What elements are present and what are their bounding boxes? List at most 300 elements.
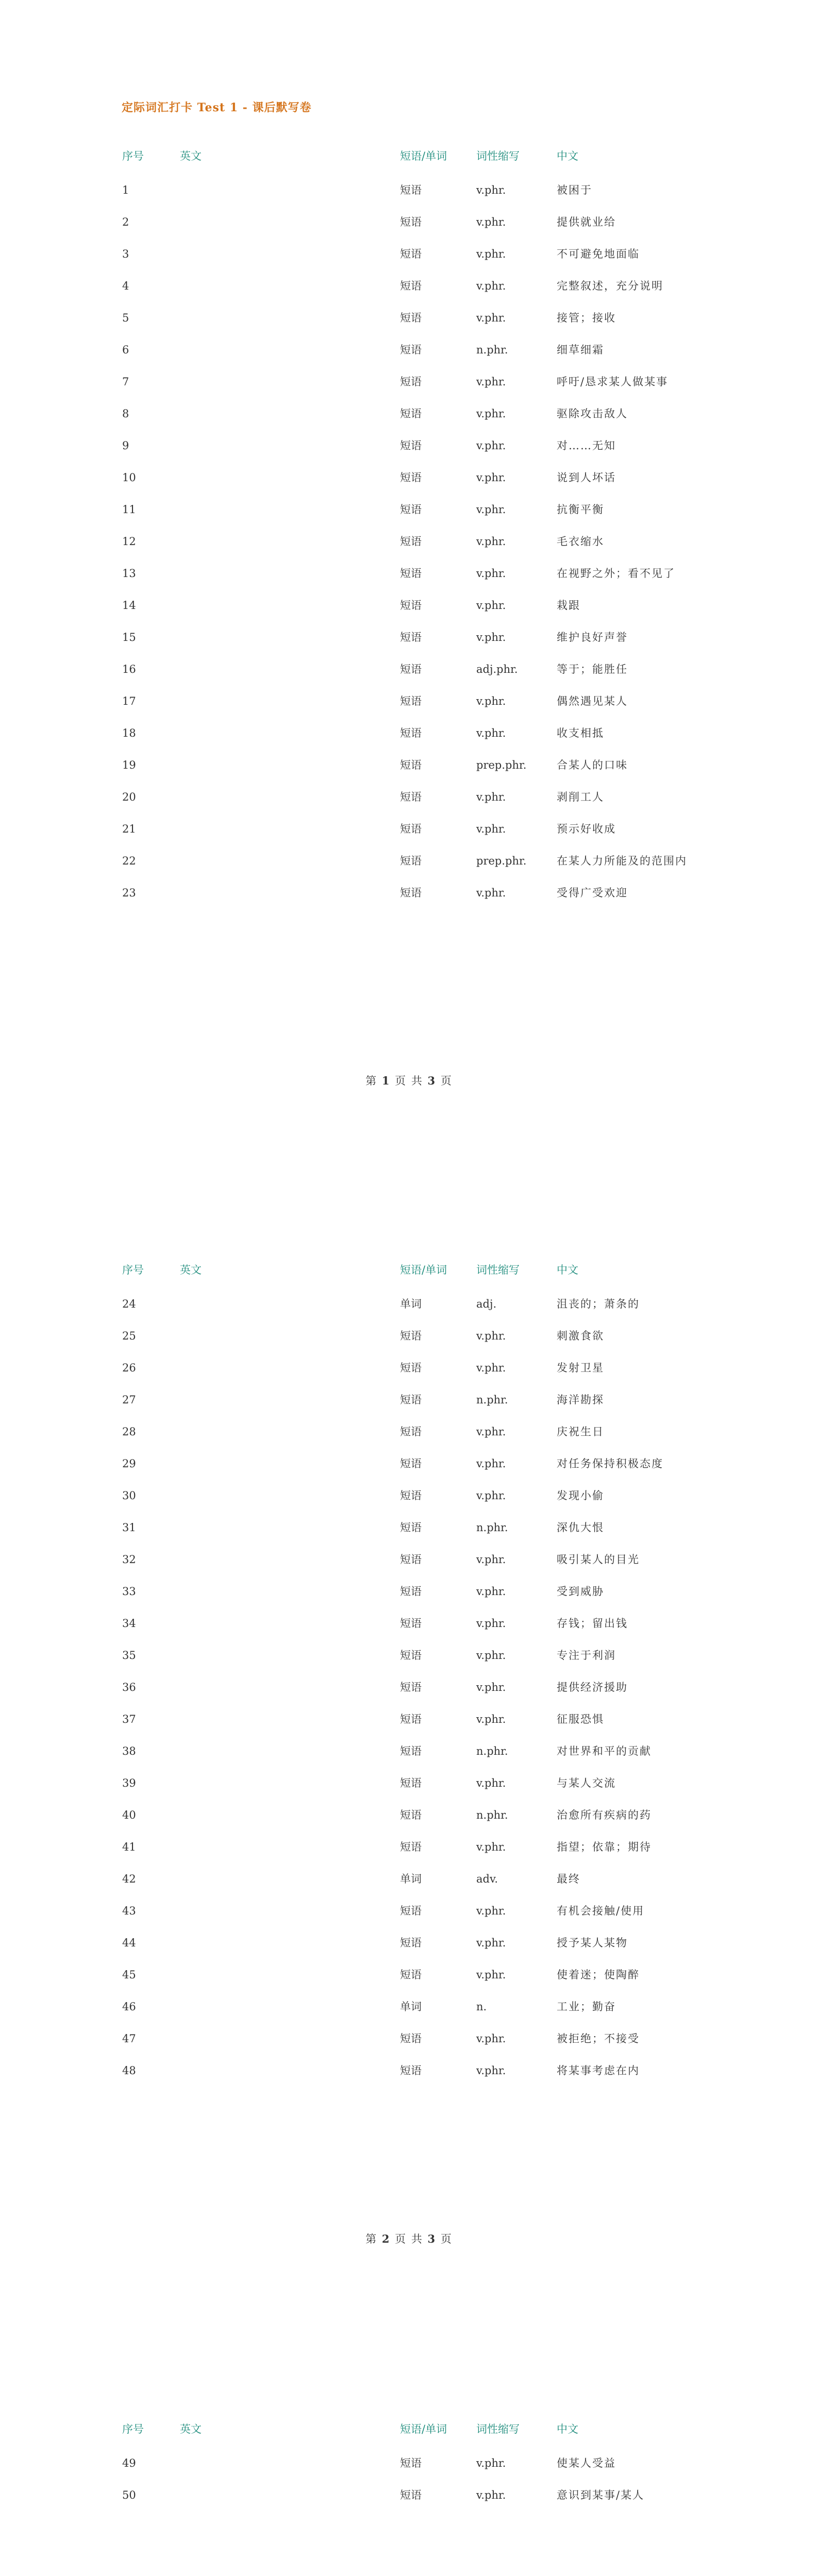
row-index: 35: [122, 1649, 136, 1662]
table-row: [118, 1799, 700, 1831]
row-index: 33: [122, 1585, 136, 1598]
row-english: [176, 1703, 396, 1735]
row-index: 46: [122, 2001, 136, 2013]
table-row: [118, 1448, 700, 1480]
row-index: 11: [122, 503, 136, 516]
table-row: [118, 717, 700, 749]
row-type: 短语: [400, 1681, 422, 1693]
row-pos: v.phr.: [476, 1330, 506, 1342]
table-row: [118, 430, 700, 462]
row-type: 短语: [400, 1617, 422, 1630]
row-type: 短语: [400, 2064, 422, 2077]
row-chinese: 海洋勘探: [557, 1394, 604, 1406]
row-pos: n.phr.: [476, 1745, 508, 1757]
table-row: [118, 1703, 700, 1735]
table-row: [118, 238, 700, 270]
row-pos: v.phr.: [476, 1713, 506, 1725]
row-index: 6: [122, 344, 129, 356]
row-pos: v.phr.: [476, 1362, 506, 1374]
row-english: [176, 526, 396, 557]
row-pos: v.phr.: [476, 408, 506, 420]
row-english: [176, 430, 396, 462]
header-index: 序号: [122, 1264, 144, 1276]
table-row: [118, 1831, 700, 1863]
page-1: [0, 0, 818, 1156]
row-type: 短语: [400, 1841, 422, 1853]
row-index: 50: [122, 2489, 136, 2501]
table-row: [118, 1320, 700, 1352]
vocab-table: [118, 2411, 700, 2511]
table-row: [118, 494, 700, 526]
header-type: 短语/单词: [400, 1264, 447, 1276]
row-index: 3: [122, 248, 129, 260]
header-index: 序号: [122, 150, 144, 162]
row-pos: v.phr.: [476, 791, 506, 803]
row-pos: v.phr.: [476, 2457, 506, 2469]
row-english: [176, 398, 396, 430]
row-english: [176, 1639, 396, 1671]
row-index: 7: [122, 376, 129, 388]
row-type: 短语: [400, 184, 422, 196]
table-row: [118, 2055, 700, 2087]
row-index: 39: [122, 1777, 136, 1789]
table-row: [118, 557, 700, 589]
row-pos: n.phr.: [476, 1394, 508, 1406]
row-type: 短语: [400, 727, 422, 739]
row-pos: v.phr.: [476, 1777, 506, 1789]
footer-suffix: 页: [440, 2233, 453, 2245]
row-chinese: 在视野之外；看不见了: [557, 567, 675, 580]
row-english: [176, 462, 396, 494]
row-type: 短语: [400, 1458, 422, 1470]
row-pos: v.phr.: [476, 1617, 506, 1630]
row-english: [176, 174, 396, 206]
row-index: 8: [122, 408, 129, 420]
row-pos: v.phr.: [476, 599, 506, 612]
row-pos: prep.phr.: [476, 759, 527, 771]
table-row: [118, 2479, 700, 2511]
row-english: [176, 2447, 396, 2479]
table-row: [118, 685, 700, 717]
table-row: [118, 2447, 700, 2479]
table-row: [118, 1639, 700, 1671]
row-english: [176, 1384, 396, 1416]
vocab-table: [118, 1252, 700, 2087]
row-type: 短语: [400, 567, 422, 580]
row-english: [176, 238, 396, 270]
page-footer: [0, 2231, 818, 2246]
table-row: [118, 1607, 700, 1639]
row-english: [176, 1671, 396, 1703]
table-row: [118, 1735, 700, 1767]
row-index: 19: [122, 759, 136, 771]
row-index: 42: [122, 1873, 136, 1885]
row-english: [176, 653, 396, 685]
row-pos: v.phr.: [476, 471, 506, 484]
row-pos: v.phr.: [476, 567, 506, 580]
row-type: 短语: [400, 1521, 422, 1534]
row-index: 26: [122, 1362, 136, 1374]
table-row: [118, 813, 700, 845]
row-index: 48: [122, 2064, 136, 2077]
row-index: 28: [122, 1426, 136, 1438]
row-chinese: 驱除攻击敌人: [557, 408, 628, 420]
row-chinese: 被拒绝；不接受: [557, 2032, 640, 2045]
row-english: [176, 270, 396, 302]
page-footer: [0, 1073, 818, 1088]
row-type: 短语: [400, 631, 422, 643]
table-row: [118, 462, 700, 494]
table-row: [118, 334, 700, 366]
row-english: [176, 1288, 396, 1320]
row-type: 短语: [400, 1553, 422, 1566]
row-english: [176, 1959, 396, 1991]
row-english: [176, 1416, 396, 1448]
row-english: [176, 749, 396, 781]
table-row: [118, 398, 700, 430]
row-chinese: 说到人坏话: [557, 471, 616, 484]
row-index: 43: [122, 1905, 136, 1917]
row-chinese: 提供经济援助: [557, 1681, 628, 1693]
row-type: 短语: [400, 1649, 422, 1662]
row-english: [176, 589, 396, 621]
row-english: [176, 206, 396, 238]
row-index: 16: [122, 663, 136, 675]
row-english: [176, 366, 396, 398]
row-type: 短语: [400, 599, 422, 612]
row-english: [176, 2023, 396, 2055]
row-english: [176, 2479, 396, 2511]
row-index: 49: [122, 2457, 136, 2469]
table-row: [118, 1288, 700, 1320]
row-pos: prep.phr.: [476, 855, 527, 867]
row-index: 25: [122, 1330, 136, 1342]
row-index: 18: [122, 727, 136, 739]
page-3: [0, 2312, 818, 2576]
row-chinese: 维护良好声誉: [557, 631, 628, 643]
row-chinese: 授予某人某物: [557, 1937, 628, 1949]
table-row: [118, 589, 700, 621]
row-chinese: 发射卫星: [557, 1362, 604, 1374]
row-type: 短语: [400, 376, 422, 388]
header-chinese: 中文: [557, 1264, 578, 1276]
row-pos: v.phr.: [476, 216, 506, 228]
row-english: [176, 1895, 396, 1927]
table-row: [118, 366, 700, 398]
row-type: 短语: [400, 1585, 422, 1598]
row-chinese: 将某事考虑在内: [557, 2064, 640, 2077]
table-row: [118, 781, 700, 813]
row-chinese: 最终: [557, 1873, 580, 1885]
row-chinese: 偶然遇见某人: [557, 695, 628, 707]
row-index: 20: [122, 791, 136, 803]
table-row: [118, 653, 700, 685]
row-english: [176, 1607, 396, 1639]
table-row: [118, 1512, 700, 1544]
row-type: 短语: [400, 2489, 422, 2501]
row-type: 短语: [400, 1969, 422, 1981]
row-type: 单词: [400, 1873, 422, 1885]
row-chinese: 治愈所有疾病的药: [557, 1809, 652, 1821]
row-english: [176, 1512, 396, 1544]
row-pos: n.phr.: [476, 1521, 508, 1534]
footer-middle: 页 共: [395, 2233, 423, 2245]
row-index: 37: [122, 1713, 136, 1725]
row-index: 10: [122, 471, 136, 484]
row-english: [176, 845, 396, 877]
row-type: 短语: [400, 1489, 422, 1502]
row-chinese: 栽跟: [557, 599, 580, 612]
row-pos: v.phr.: [476, 727, 506, 739]
row-type: 短语: [400, 1777, 422, 1789]
table-row: [118, 1352, 700, 1384]
row-english: [176, 717, 396, 749]
row-type: 短语: [400, 1330, 422, 1342]
table-row: [118, 1480, 700, 1512]
header-index: 序号: [122, 2423, 144, 2435]
row-chinese: 被困于: [557, 184, 592, 196]
table-row: [118, 1863, 700, 1895]
row-pos: adj.: [476, 1298, 497, 1310]
row-type: 短语: [400, 280, 422, 292]
row-type: 短语: [400, 759, 422, 771]
row-type: 短语: [400, 248, 422, 260]
row-pos: v.phr.: [476, 1426, 506, 1438]
row-pos: adj.phr.: [476, 663, 518, 675]
row-pos: v.phr.: [476, 695, 506, 707]
row-chinese: 在某人力所能及的范围内: [557, 855, 687, 867]
row-chinese: 对任务保持积极态度: [557, 1458, 663, 1470]
table-row: [118, 749, 700, 781]
row-pos: v.phr.: [476, 1969, 506, 1981]
row-english: [176, 1799, 396, 1831]
row-chinese: 不可避免地面临: [557, 248, 640, 260]
row-index: 1: [122, 184, 129, 196]
row-type: 短语: [400, 344, 422, 356]
row-chinese: 等于；能胜任: [557, 663, 628, 675]
row-chinese: 预示好收成: [557, 823, 616, 835]
header-english: 英文: [180, 1264, 202, 1276]
row-type: 短语: [400, 1426, 422, 1438]
row-chinese: 剥削工人: [557, 791, 604, 803]
row-chinese: 征服恐惧: [557, 1713, 604, 1725]
row-index: 5: [122, 312, 129, 324]
header-pos: 词性缩写: [476, 150, 520, 162]
header-chinese: 中文: [557, 2423, 578, 2435]
row-index: 13: [122, 567, 136, 580]
table-row: [118, 1416, 700, 1448]
row-type: 短语: [400, 695, 422, 707]
row-index: 24: [122, 1298, 136, 1310]
row-index: 41: [122, 1841, 136, 1853]
row-type: 短语: [400, 1362, 422, 1374]
row-index: 38: [122, 1745, 136, 1757]
row-english: [176, 1735, 396, 1767]
row-pos: v.phr.: [476, 823, 506, 835]
row-chinese: 收支相抵: [557, 727, 604, 739]
row-index: 34: [122, 1617, 136, 1630]
row-type: 短语: [400, 791, 422, 803]
table-header-row: [118, 2411, 700, 2447]
row-chinese: 接管；接收: [557, 312, 616, 324]
row-chinese: 深仇大恨: [557, 1521, 604, 1534]
row-pos: v.phr.: [476, 1585, 506, 1598]
table-row: [118, 1959, 700, 1991]
row-chinese: 对……无知: [557, 439, 616, 452]
row-index: 32: [122, 1553, 136, 1566]
row-chinese: 吸引某人的目光: [557, 1553, 640, 1566]
row-chinese: 合某人的口味: [557, 759, 628, 771]
row-index: 14: [122, 599, 136, 612]
row-index: 2: [122, 216, 129, 228]
row-chinese: 意识到某事/某人: [557, 2489, 645, 2501]
table-row: [118, 1575, 700, 1607]
row-index: 15: [122, 631, 136, 643]
row-pos: v.phr.: [476, 439, 506, 452]
header-type: 短语/单词: [400, 2423, 447, 2435]
header-chinese: 中文: [557, 150, 578, 162]
table-row: [118, 1671, 700, 1703]
row-english: [176, 781, 396, 813]
footer-page-number: 1: [381, 1074, 391, 1087]
row-chinese: 指望；依靠；期待: [557, 1841, 652, 1853]
row-pos: v.phr.: [476, 1841, 506, 1853]
row-chinese: 专注于利润: [557, 1649, 616, 1662]
row-type: 短语: [400, 1713, 422, 1725]
table-row: [118, 302, 700, 334]
row-type: 短语: [400, 1394, 422, 1406]
row-pos: v.phr.: [476, 1681, 506, 1693]
row-type: 短语: [400, 1745, 422, 1757]
row-chinese: 细草细霜: [557, 344, 604, 356]
row-type: 短语: [400, 2457, 422, 2469]
row-type: 短语: [400, 855, 422, 867]
row-index: 29: [122, 1458, 136, 1470]
row-pos: v.phr.: [476, 631, 506, 643]
row-pos: v.phr.: [476, 2064, 506, 2077]
row-type: 短语: [400, 216, 422, 228]
table-row: [118, 877, 700, 909]
header-english: 英文: [180, 150, 202, 162]
row-pos: v.phr.: [476, 376, 506, 388]
row-pos: v.phr.: [476, 1649, 506, 1662]
page-2: [0, 1156, 818, 2312]
row-type: 短语: [400, 439, 422, 452]
row-type: 短语: [400, 823, 422, 835]
table-row: [118, 1895, 700, 1927]
row-pos: n.phr.: [476, 1809, 508, 1821]
row-type: 单词: [400, 2001, 422, 2013]
row-pos: v.phr.: [476, 1905, 506, 1917]
row-index: 4: [122, 280, 129, 292]
vocab-table: [118, 138, 700, 909]
row-chinese: 呼吁/恳求某人做某事: [557, 376, 669, 388]
table-row: [118, 845, 700, 877]
table-header-row: [118, 138, 700, 174]
row-chinese: 完整叙述，充分说明: [557, 280, 663, 292]
row-english: [176, 685, 396, 717]
row-type: 短语: [400, 312, 422, 324]
row-type: 短语: [400, 535, 422, 548]
row-pos: v.phr.: [476, 248, 506, 260]
row-type: 单词: [400, 1298, 422, 1310]
table-row: [118, 174, 700, 206]
row-chinese: 使着迷；使陶醉: [557, 1969, 640, 1981]
row-pos: v.phr.: [476, 312, 506, 324]
row-chinese: 沮丧的；萧条的: [557, 1298, 640, 1310]
row-pos: v.phr.: [476, 2489, 506, 2501]
row-index: 9: [122, 439, 129, 452]
footer-page-number: 2: [381, 2232, 391, 2245]
row-pos: v.phr.: [476, 503, 506, 516]
table-row: [118, 1384, 700, 1416]
footer-suffix: 页: [440, 1075, 453, 1087]
row-index: 12: [122, 535, 136, 548]
header-english: 英文: [180, 2423, 202, 2435]
table-header-row: [118, 1252, 700, 1288]
table-row: [118, 1767, 700, 1799]
row-index: 36: [122, 1681, 136, 1693]
row-chinese: 有机会接触/使用: [557, 1905, 645, 1917]
row-type: 短语: [400, 471, 422, 484]
document-title: 定际词汇打卡 Test 1 - 课后默写卷: [122, 101, 312, 114]
row-type: 短语: [400, 2032, 422, 2045]
row-type: 短语: [400, 1905, 422, 1917]
row-pos: n.phr.: [476, 344, 508, 356]
row-index: 21: [122, 823, 136, 835]
row-english: [176, 1352, 396, 1384]
row-english: [176, 334, 396, 366]
row-pos: v.phr.: [476, 2032, 506, 2045]
row-english: [176, 1448, 396, 1480]
table-row: [118, 206, 700, 238]
row-type: 短语: [400, 887, 422, 899]
table-row: [118, 2023, 700, 2055]
row-index: 47: [122, 2032, 136, 2045]
row-english: [176, 877, 396, 909]
row-type: 短语: [400, 1937, 422, 1949]
row-chinese: 与某人交流: [557, 1777, 616, 1789]
row-index: 45: [122, 1969, 136, 1981]
row-pos: v.phr.: [476, 535, 506, 548]
table-row: [118, 1991, 700, 2023]
row-index: 40: [122, 1809, 136, 1821]
row-type: 短语: [400, 1809, 422, 1821]
row-index: 27: [122, 1394, 136, 1406]
header-type: 短语/单词: [400, 150, 447, 162]
footer-middle: 页 共: [395, 1075, 423, 1087]
header-pos: 词性缩写: [476, 1264, 520, 1276]
row-english: [176, 1767, 396, 1799]
row-type: 短语: [400, 503, 422, 516]
table-row: [118, 270, 700, 302]
row-chinese: 刺激食欲: [557, 1330, 604, 1342]
row-english: [176, 1544, 396, 1575]
row-english: [176, 1831, 396, 1863]
row-english: [176, 2055, 396, 2087]
row-pos: v.phr.: [476, 1553, 506, 1566]
row-pos: n.: [476, 2001, 487, 2013]
row-index: 31: [122, 1521, 136, 1534]
row-chinese: 受到威胁: [557, 1585, 604, 1598]
row-english: [176, 1575, 396, 1607]
row-pos: v.phr.: [476, 1937, 506, 1949]
row-english: [176, 1863, 396, 1895]
row-english: [176, 1991, 396, 2023]
row-chinese: 存钱；留出钱: [557, 1617, 628, 1630]
table-row: [118, 1544, 700, 1575]
row-pos: adv.: [476, 1873, 498, 1885]
